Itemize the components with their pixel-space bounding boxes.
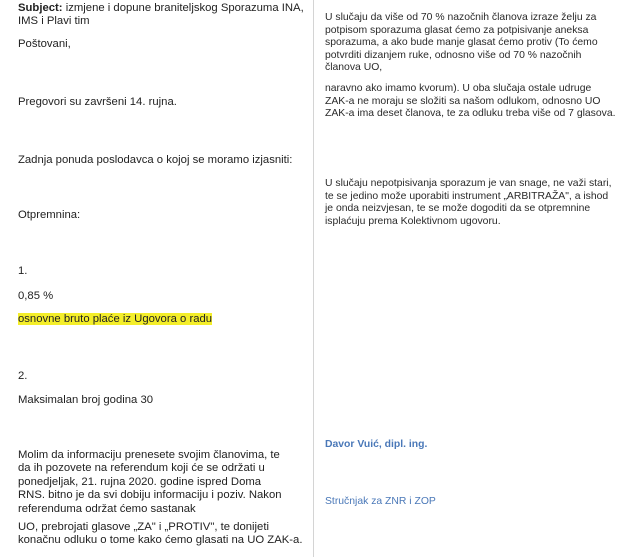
quorum-paragraph: naravno ako imamo kvorum). U oba slučaja ostale udruge ZAK-a ne moraju se složiti sa našom odlukom, odnosno UO ZAK-a ima deset članova, te za odluku treba više od 7 glasova. [325, 83, 616, 120]
subject-text: izmjene i dopune braniteljskog Sporazuma INA, IMS i Plavi tim [18, 2, 304, 28]
negotiations-status: Pregovori su završeni 14. rujna. [18, 96, 177, 108]
counting-instructions: UO, prebrojati glasove „ZA" i „PROTIV", te donijeti konačnu odluku o tome kako ćemo glasati na UO ZAK-a. [18, 521, 303, 547]
decision-rule-paragraph: U slučaju da više od 70 % nazočnih članova izraze želju za potpisom sporazuma glasat ćemo za potpisivanje aneksa sporazuma, a ako bude manje glasat ćemo protiv (To ćemo potvrditi dizanjem ruke, odnosno više od 70 % nazočnih članova UO, [325, 12, 598, 74]
item-2-number: 2. [18, 370, 28, 382]
referendum-request: Molim da informaciju prenesete svojim članovima, te da ih pozovete na referendum koji će se održati u ponedjeljak, 21. rujna 2020. godine ispred Doma RNS. bitno je da svi dobiju informaciju i poziv. Nakon referenduma održat ćemo sastanak [18, 449, 282, 515]
non-signing-paragraph: U slučaju nepotpisivanja sporazum je van snage, ne važi stari, te se jedino može uporabiti instrument „ARBITRAŽA", a ishod je onda neizvjesan, te se može dogoditi da se otpremnine isplaćuju prema Kolektivnom ugovoru. [325, 178, 612, 227]
severance-label: Otpremnina: [18, 209, 81, 221]
subject-line [18, 2, 308, 29]
signature-name: Davor Vuić, dipl. ing. [325, 439, 428, 450]
greeting: Poštovani, [18, 38, 71, 50]
left-column [18, 0, 308, 557]
item-1-percent: 0,85 % [18, 290, 54, 302]
right-column [325, 0, 621, 557]
item-2-text: Maksimalan broj godina 30 [18, 394, 154, 406]
last-offer-intro: Zadnja ponuda poslodavca o kojoj se moramo izjasniti: [18, 154, 293, 166]
column-divider [313, 0, 314, 557]
item-1-number: 1. [18, 265, 28, 277]
signature-title: Stručnjak za ZNR i ZOP [325, 496, 436, 507]
subject-label: Subject: [18, 2, 63, 14]
item-1-basis [18, 313, 212, 326]
highlighted-text: osnovne bruto plaće iz Ugovora o radu [18, 313, 213, 325]
